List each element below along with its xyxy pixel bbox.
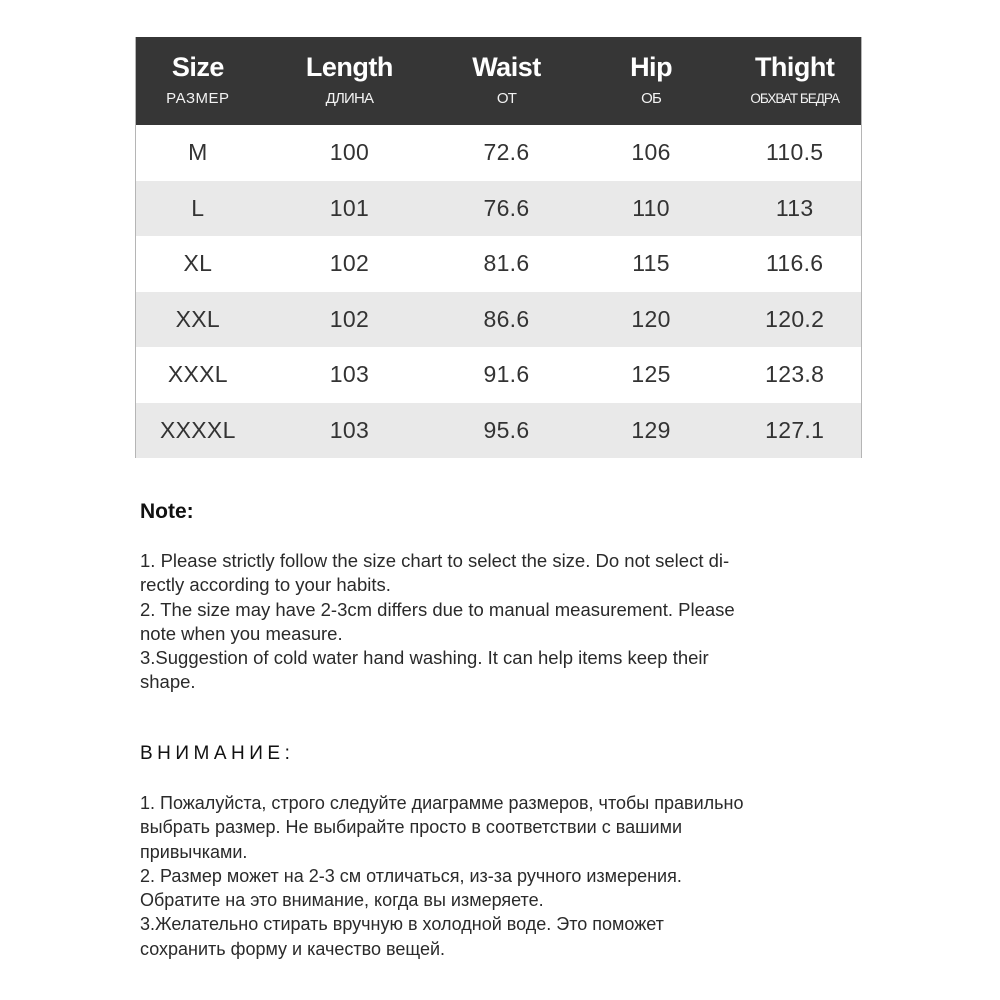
header-ru-label: ОБХВАТ БЕДРА [750, 91, 840, 106]
cell-hip: 125 [631, 361, 671, 388]
note-title-en: Note: [140, 500, 194, 523]
note-line: 1. Пожалуйста, строго следуйте диаграмме размеров, чтобы правильно [140, 793, 744, 813]
cell-thigh: 127.1 [765, 416, 825, 443]
cell-size: L [191, 194, 205, 221]
table-row [136, 125, 861, 181]
cell-length: 102 [329, 250, 370, 277]
size-chart-table [135, 37, 862, 458]
cell-size: XL [183, 250, 213, 277]
note-title-ru: ВНИМАНИЕ: [140, 743, 295, 764]
header-ru-label: ДЛИНА [325, 90, 374, 107]
note-line: note when you measure. [140, 622, 343, 644]
table-row [136, 347, 861, 403]
cell-waist: 95.6 [483, 416, 530, 443]
cell-hip: 129 [631, 416, 671, 443]
cell-hip: 115 [632, 250, 670, 277]
header-ru-label: РАЗМЕР [166, 90, 230, 107]
note-line: 2. The size may have 2-3cm differs due to manual measurement. Please [140, 598, 735, 620]
cell-hip: 106 [631, 139, 671, 166]
cell-thigh: 120.2 [765, 305, 825, 332]
cell-size: M [188, 139, 208, 166]
note-line: shape. [140, 671, 196, 693]
cell-waist: 76.6 [483, 194, 530, 221]
column-header-hip [574, 37, 729, 125]
table-row [136, 236, 861, 292]
header-ru-label: ОБ [641, 90, 662, 107]
cell-length: 100 [329, 139, 370, 166]
column-header-waist [439, 37, 574, 125]
column-header-thigh [728, 37, 861, 125]
note-line: привычками. [140, 841, 248, 862]
cell-thigh: 116.6 [766, 250, 824, 277]
note-line: сохранить форму и качество вещей. [140, 938, 446, 959]
note-line: 1. Please strictly follow the size chart to select the size. Do not select di- [140, 550, 730, 571]
column-header-size [136, 37, 260, 125]
note-body-ru [140, 791, 850, 961]
cell-thigh: 110.5 [766, 139, 824, 166]
header-ru-label: ОТ [496, 90, 517, 107]
note-line: выбрать размер. Не выбирайте просто в соответствии с вашими [140, 817, 683, 838]
header-en-label: Length [305, 52, 393, 82]
cell-hip: 110 [632, 194, 670, 221]
cell-length: 103 [329, 361, 370, 388]
cell-size: XXL [175, 305, 221, 332]
header-en-label: Thight [754, 52, 835, 82]
note-line: 3.Желательно стирать вручную в холодной воде. Это поможет [140, 914, 664, 935]
cell-size: XXXXL [160, 416, 236, 443]
cell-length: 101 [329, 194, 370, 221]
cell-hip: 120 [631, 305, 671, 332]
cell-waist: 91.6 [483, 361, 530, 388]
table-row [136, 181, 861, 237]
cell-size: XXXL [167, 361, 228, 388]
cell-waist: 81.6 [483, 250, 530, 277]
cell-length: 102 [329, 305, 370, 332]
column-header-length [260, 37, 440, 125]
header-en-label: Size [171, 52, 224, 82]
table-row [136, 403, 861, 459]
header-en-label: Waist [472, 52, 541, 82]
cell-length: 103 [329, 416, 370, 443]
note-line: Обратите на это внимание, когда вы измеряете. [140, 890, 544, 911]
table-header [136, 37, 861, 125]
cell-thigh: 113 [775, 194, 814, 221]
header-en-label: Hip [630, 52, 673, 82]
note-line: rectly according to your habits. [140, 574, 391, 596]
table-row [136, 292, 861, 348]
table-body [136, 125, 861, 458]
cell-waist: 86.6 [483, 305, 530, 332]
note-line: 2. Размер может на 2-3 см отличаться, из-за ручного измерения. [140, 865, 682, 886]
note-line: 3.Suggestion of cold water hand washing. It can help items keep their [140, 647, 709, 669]
note-body-en [140, 549, 840, 695]
cell-waist: 72.6 [483, 139, 530, 166]
cell-thigh: 123.8 [765, 361, 825, 388]
